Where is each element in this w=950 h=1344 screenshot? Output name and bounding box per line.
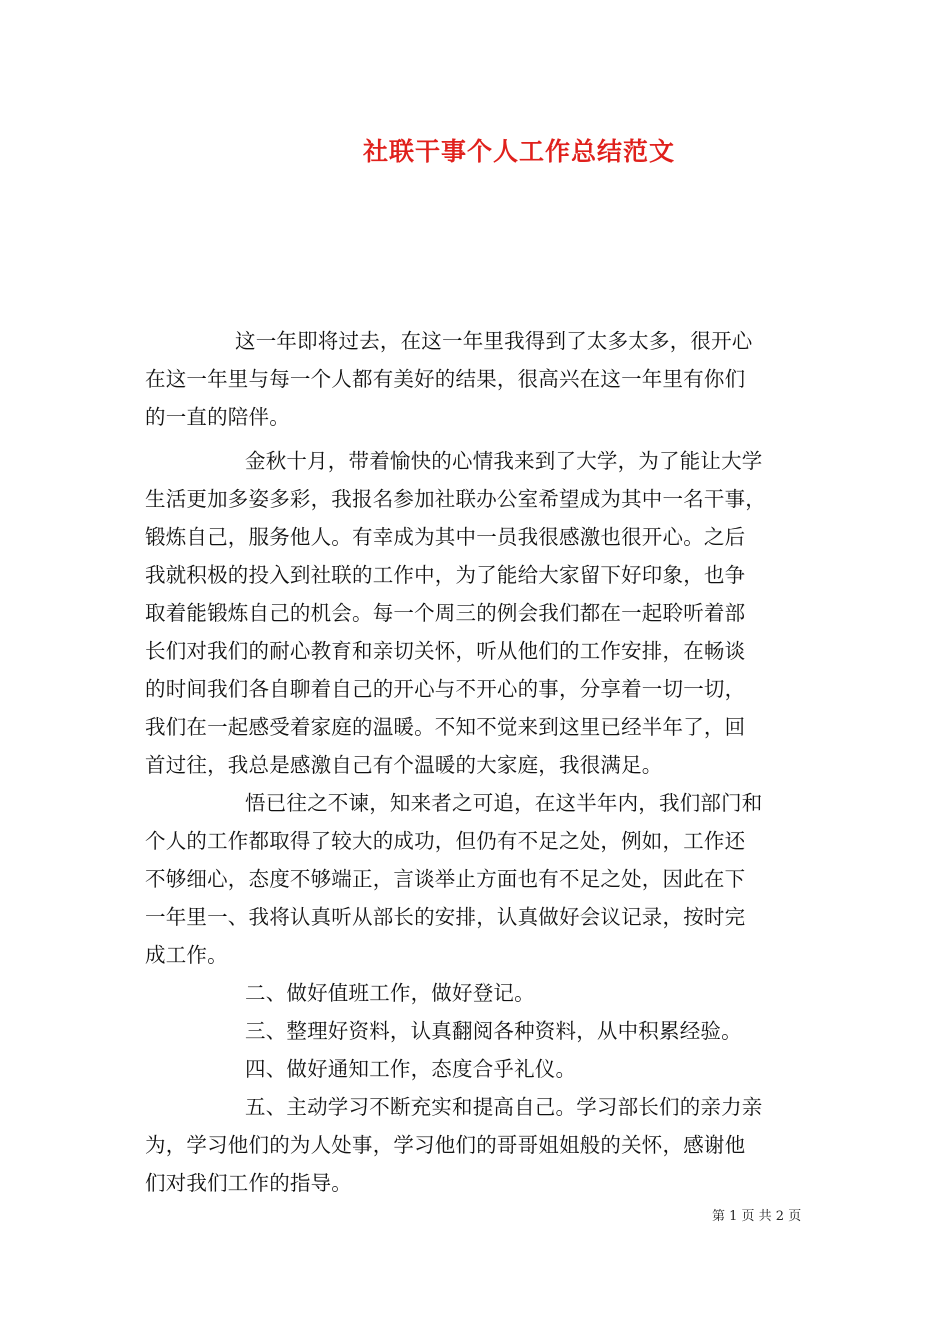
document-title: 社联干事个人工作总结范文 <box>362 137 675 166</box>
text-line: 四、做好通知工作，态度合乎礼仪。 <box>245 1057 577 1081</box>
text-line: 我们在一起感受着家庭的温暖。不知不觉来到这里已经半年了，回 <box>145 715 746 739</box>
document-body <box>145 322 807 1202</box>
text-line: 的一直的陪伴。 <box>145 405 290 429</box>
text-line: 金秋十月，带着愉快的心情我来到了大学，为了能让大学 <box>245 449 763 473</box>
text-line: 在这一年里与每一个人都有美好的结果，很高兴在这一年里有你们 <box>145 367 746 391</box>
text-line: 首过往，我总是感激自己有个温暖的大家庭，我很满足。 <box>145 753 663 777</box>
text-line: 生活更加多姿多彩，我报名参加社联办公室希望成为其中一名干事， <box>145 487 766 511</box>
text-line: 个人的工作都取得了较大的成功，但仍有不足之处，例如，工作还 <box>145 829 746 853</box>
text-line: 一年里一、我将认真听从部长的安排，认真做好会议记录，按时完 <box>145 905 746 929</box>
text-line: 悟已往之不谏，知来者之可追，在这半年内，我们部门和 <box>245 791 763 815</box>
text-line: 这一年即将过去，在这一年里我得到了太多太多，很开心 <box>235 329 753 353</box>
page-number: 第 1 页 共 2 页 <box>712 1209 802 1224</box>
text-line: 五、主动学习不断充实和提高自己。学习部长们的亲力亲 <box>245 1095 763 1119</box>
text-line: 们对我们工作的指导。 <box>145 1171 352 1195</box>
text-line: 锻炼自己，服务他人。有幸成为其中一员我很感激也很开心。之后 <box>145 525 746 549</box>
text-line: 为，学习他们的为人处事，学习他们的哥哥姐姐般的关怀，感谢他 <box>145 1133 746 1157</box>
text-line: 二、做好值班工作，做好登记。 <box>245 981 535 1005</box>
text-line: 我就积极的投入到社联的工作中，为了能给大家留下好印象，也争 <box>145 563 746 587</box>
text-line: 三、整理好资料，认真翻阅各种资料，从中积累经验。 <box>245 1019 742 1043</box>
text-line: 取着能锻炼自己的机会。每一个周三的例会我们都在一起聆听着部 <box>145 601 746 625</box>
text-line: 不够细心，态度不够端正，言谈举止方面也有不足之处，因此在下 <box>145 867 746 891</box>
text-line: 成工作。 <box>145 943 228 967</box>
text-line: 的时间我们各自聊着自己的开心与不开心的事，分享着一切一切， <box>145 677 746 701</box>
text-line: 长们对我们的耐心教育和亲切关怀，听从他们的工作安排，在畅谈 <box>145 639 746 663</box>
